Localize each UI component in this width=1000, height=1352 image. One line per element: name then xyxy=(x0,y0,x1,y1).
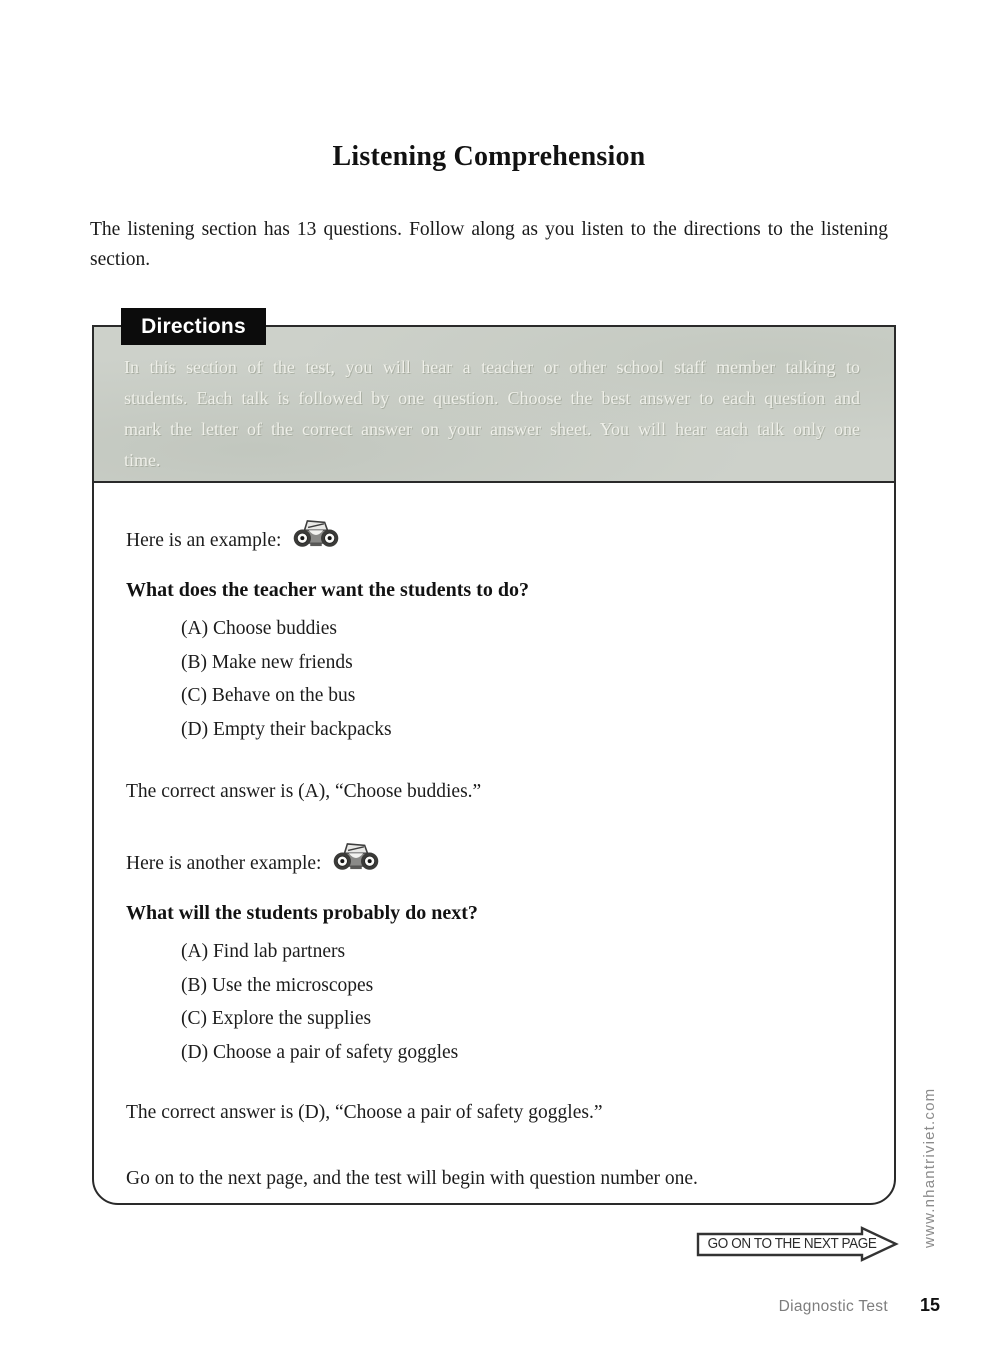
option-a: (A) Choose buddies xyxy=(181,618,337,639)
closing-instruction: Go on to the next page, and the test will begin with question number one. xyxy=(126,1168,698,1189)
publisher-url-vertical: www.nhantriviet.com xyxy=(921,1087,938,1249)
example-1-answer-note: The correct answer is (A), “Choose buddies.” xyxy=(126,781,482,802)
examples-content xyxy=(94,521,894,1192)
option-b: (B) Use the microscopes xyxy=(181,974,374,996)
example-2-lead-in xyxy=(126,844,852,883)
directions-label: Directions xyxy=(121,308,266,345)
option-b: (B) Make new friends xyxy=(181,651,353,673)
intro-paragraph: The listening section has 13 questions. Follow along as you listen to the directions to the listening section. xyxy=(90,219,888,270)
directions-text: In this section of the test, you will hear a teacher or other school staff member talking to students. Each talk is followed by one question. Choose the best answer to each question and mark the letter of the correct answer on your answer sheet. You will hear each talk only one time. xyxy=(124,357,860,470)
boombox-audio-icon xyxy=(333,841,379,880)
footer-section-label: Diagnostic Test xyxy=(778,1298,888,1315)
page-footer xyxy=(779,1295,940,1316)
footer-page-number: 15 xyxy=(919,1295,940,1315)
example-2-lead-in-text: Here is another example: xyxy=(126,852,322,874)
example-1-question: What does the teacher want the students to do? xyxy=(126,579,529,601)
directions-header xyxy=(94,314,894,483)
option-c: (C) Behave on the bus xyxy=(181,685,356,706)
go-on-next-page-label: GO ON TO THE NEXT PAGE xyxy=(707,1236,877,1252)
option-c: (C) Explore the supplies xyxy=(181,1008,372,1029)
option-d: (D) Empty their backpacks xyxy=(181,718,392,740)
example-1-lead-in-text: Here is an example: xyxy=(126,529,282,551)
example-2-answer-note: The correct answer is (D), “Choose a pair of safety goggles.” xyxy=(126,1102,603,1123)
example-1-lead-in xyxy=(126,521,852,560)
go-on-next-page-button[interactable] xyxy=(696,1226,900,1262)
boombox-audio-icon xyxy=(293,518,339,557)
option-d: (D) Choose a pair of safety goggles xyxy=(181,1041,459,1063)
example-2-question: What will the students probably do next? xyxy=(126,902,478,924)
example-1-options xyxy=(126,612,852,746)
option-a: (A) Find lab partners xyxy=(181,941,346,962)
directions-and-examples-box xyxy=(92,314,896,1205)
example-2-options xyxy=(126,935,852,1069)
page-title: Listening Comprehension xyxy=(332,141,646,172)
